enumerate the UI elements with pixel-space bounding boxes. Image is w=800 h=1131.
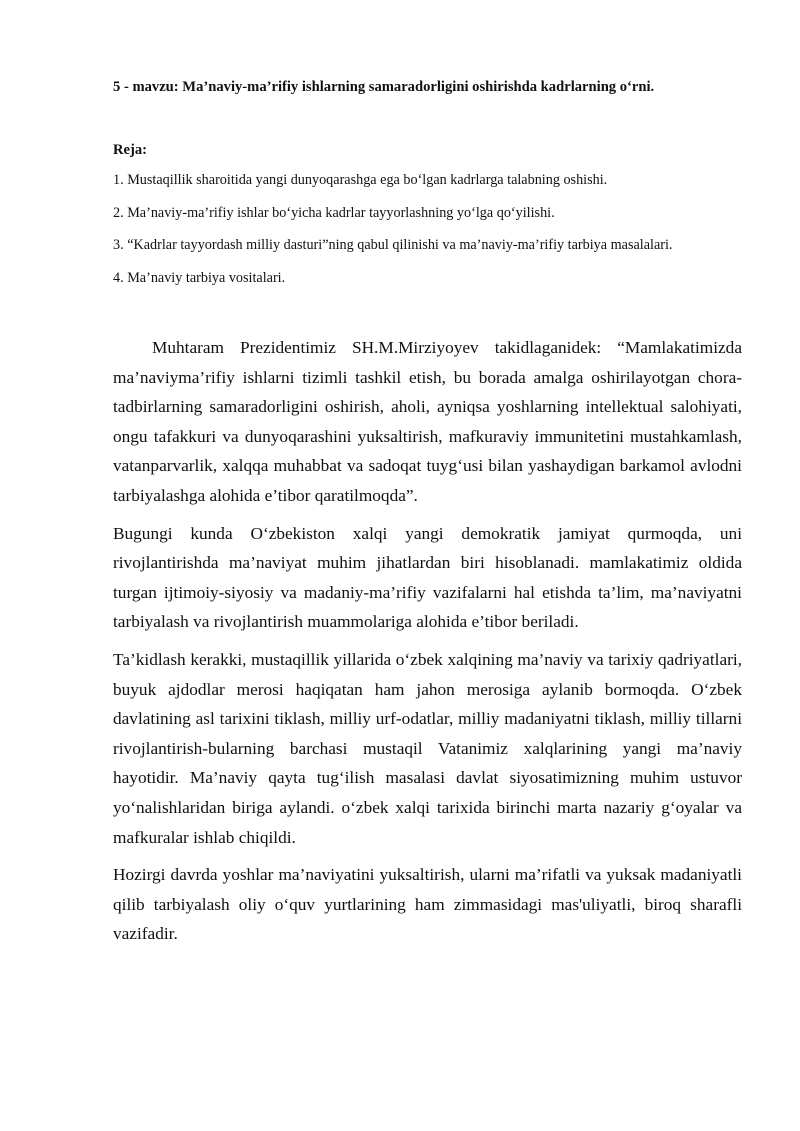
plan-item: 2. Ma’naviy-ma’rifiy ishlar bo‘yicha kadrlar tayyorlashning yo‘lga qo‘yilishi. (113, 204, 555, 221)
paragraph: Hozirgi davrda yoshlar ma’naviyatini yuksaltirish, ularni ma’rifatli va yuksak madaniyatli qilib tarbiyalash oliy o‘quv yurtlarining ham zimmasidagi mas'uliyatli, biroq sharafli vazifadir. (113, 865, 742, 944)
plan-list (113, 170, 763, 300)
paragraph: Muhtaram Prezidentimiz SH.M.Mirziyoyev takidlaganidek: “Mamlakatimizda ma’naviyma’rifiy ishlarni tizimli tashkil etish, bu borada amalga oshirilayotgan chora-tadbirlarning samaradorligini oshirish, aholi, ayniqsa yoshlarning intellektual salohiyati, ongu tafakkuri va dunyoqarashini yuksaltirish, mafkuraviy immunitetini mustahkamlash, vatanparvarlik, xalqqa muhabbat va sadoqat tuyg‘usi bilan yashaydigan barkamol avlodni tarbiyalashga alohida e’tibor qaratilmoqda”. (113, 338, 742, 505)
plan-heading: Reja: (113, 142, 148, 158)
plan-item: 4. Ma’naviy tarbiya vositalari. (113, 269, 286, 286)
plan-item: 1. Mustaqillik sharoitida yangi dunyoqarashga ega bo‘lgan kadrlarga talabning oshishi. (113, 172, 608, 188)
plan-item: 3. “Kadrlar tayyordash milliy dasturi”ning qabul qilinishi va ma’naviy-ma’rifiy tarbiya masalalari. (113, 237, 673, 253)
document-title: 5 - mavzu: Ma’naviy-ma’rifiy ishlarning samaradorligini oshirishda kadrlarning o‘rni. (113, 79, 655, 95)
paragraph: Bugungi kunda O‘zbekiston xalqi yangi demokratik jamiyat qurmoqda, uni rivojlantirishda ma’naviyat muhim jihatlardan biri hisoblanadi. mamlakatimiz oldida turgan ijtimoiy-siyosiy va madaniy-ma’rifiy vazifalarni hal etishda ta’lim, ma’naviyatni tarbiyalash va rivojlantirish muammolariga alohida e’tibor beriladi. (113, 523, 742, 632)
body-text (113, 333, 742, 957)
paragraph: Ta’kidlash kerakki, mustaqillik yillarida o‘zbek xalqining ma’naviy va tarixiy qadriyatlari, buyuk ajdodlar merosi haqiqatan ham jahon merosiga aylanib bormoqda. O‘zbek davlatining asl tarixini tiklash, milliy urf-odatlar, milliy madaniyatni tiklash, milliy tillarni rivojlantirish-bularning barchasi mustaqil Vatanimiz xalqlarining yangi ma’naviy hayotidir. Ma’naviy qayta tug‘ilish masalasi davlat siyosatimizning muhim ustuvor yo‘nalishlaridan biriga aylandi. o‘zbek xalqi tarixida birinchi marta nazariy g‘oyalar va mafkuralar ishlab chiqildi. (113, 649, 742, 847)
